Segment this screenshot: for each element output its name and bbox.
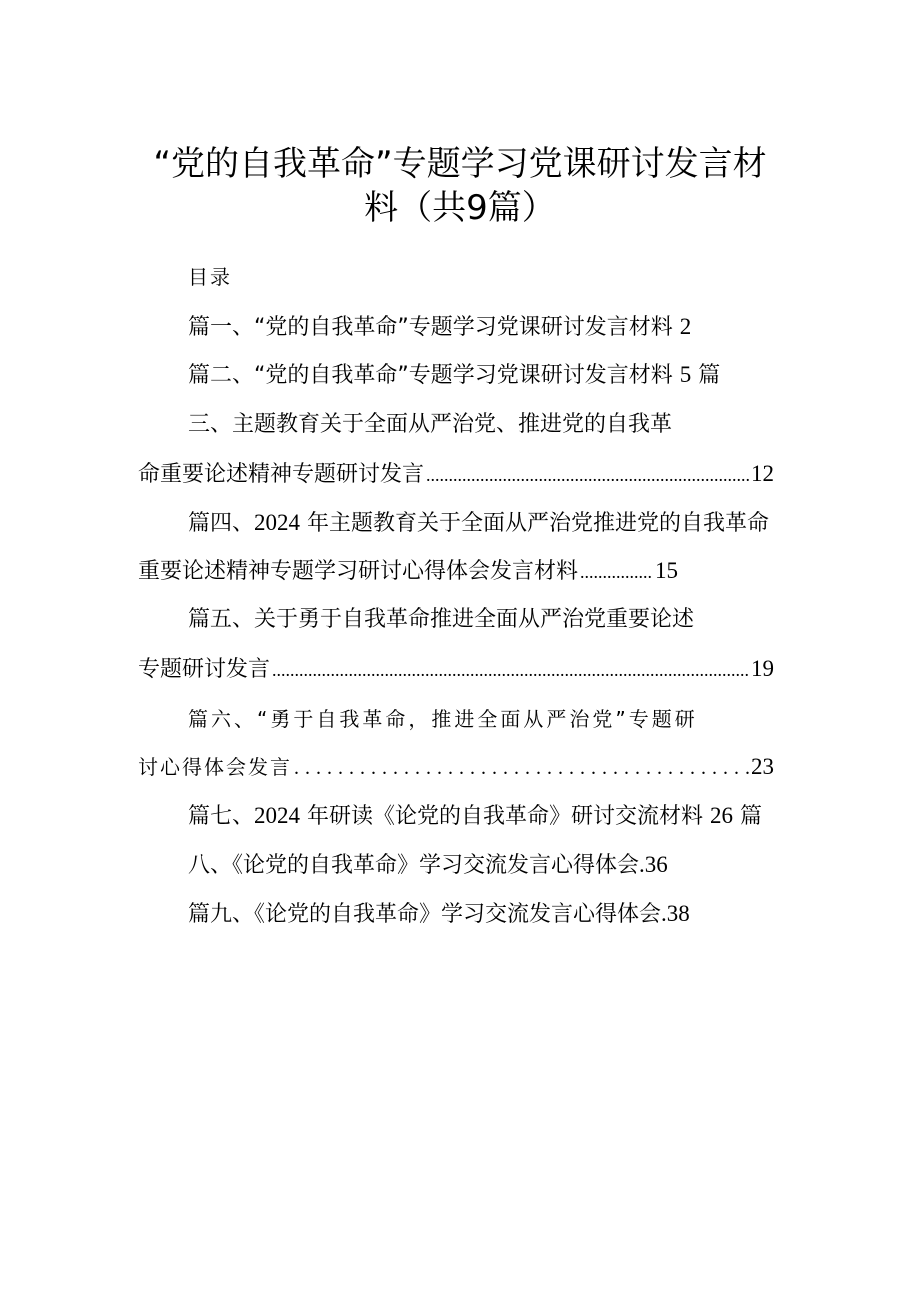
toc-entry-9-text: 篇九、《论党的自我革命》学习交流发言心得体会	[188, 902, 662, 927]
toc-entry-7-suffix: 篇	[740, 804, 763, 829]
toc-entry-2-suffix: 篇	[698, 363, 721, 388]
toc-entry-3-page: 12	[751, 461, 774, 486]
toc-entry-4-text-2: 重要论述精神专题学习研讨心得体会发言材料	[138, 559, 579, 584]
toc-entry-1-page: 2	[679, 314, 692, 339]
toc-entry-8-text: 八、《论党的自我革命》学习交流发言心得体会	[188, 853, 640, 878]
toc-entry-2[interactable]	[188, 360, 720, 391]
toc-entry-4-line-2[interactable]	[138, 556, 678, 587]
toc-entry-6-line-1[interactable]	[188, 704, 698, 734]
toc-entry-4-prefix: 篇四、	[188, 511, 255, 536]
toc-entry-8[interactable]	[188, 850, 668, 881]
toc-entry-4-year: 2024	[254, 510, 301, 535]
toc-entry-9-page: .38	[661, 901, 690, 926]
toc-entry-2-page: 5	[679, 362, 692, 387]
toc-entry-8-page: .36	[639, 852, 668, 877]
toc-entry-5-line-2[interactable]	[138, 654, 774, 685]
toc-entry-2-text: 篇二、“党的自我革命”专题学习党课研讨发言材料	[188, 363, 673, 388]
toc-entry-3-text-1: 三、主题教育关于全面从严治党、推进党的自我革	[188, 412, 673, 437]
toc-entry-3-line-1[interactable]	[188, 410, 672, 440]
document-title-line-2: 料（共9篇）	[364, 188, 556, 228]
toc-entry-5-text-2: 专题研讨发言	[138, 657, 271, 682]
toc-entry-7-text: 年研读《论党的自我革命》研讨交流材料	[307, 804, 704, 829]
toc-entry-1-text: 篇一、“党的自我革命”专题学习党课研讨发言材料	[188, 315, 673, 340]
toc-entry-7[interactable]	[188, 801, 762, 832]
toc-entry-4-text-1: 年主题教育关于全面从严治党推进党的自我革命	[307, 511, 770, 536]
document-title-line-1: “党的自我革命”专题学习党课研讨发言材	[153, 144, 767, 184]
toc-entry-3-line-2[interactable]	[138, 459, 774, 490]
toc-entry-6-line-2[interactable]	[138, 752, 774, 783]
toc-entry-6-page: 23	[751, 754, 774, 779]
toc-entry-1[interactable]	[188, 312, 691, 343]
toc-entry-9[interactable]	[188, 899, 690, 930]
toc-entry-4-page: 15	[655, 558, 678, 583]
toc-heading: 目录	[188, 265, 232, 289]
toc-entry-6-leader	[294, 753, 749, 783]
toc-entry-4-leader	[580, 557, 653, 587]
toc-entry-7-year: 2024	[254, 803, 301, 828]
toc-entry-4-line-1[interactable]	[188, 508, 769, 539]
toc-entry-6-text-2: 讨心得体会发言	[138, 755, 292, 779]
toc-entry-7-prefix: 篇七、	[188, 804, 255, 829]
toc-entry-5-leader	[272, 655, 749, 685]
toc-entry-6-text-1: 篇六、“勇于自我革命，推进全面从严治党”专题研	[188, 707, 698, 731]
toc-entry-5-page: 19	[751, 656, 774, 681]
toc-entry-3-text-2: 命重要论述精神专题研讨发言	[138, 462, 425, 487]
toc-entry-3-leader	[426, 460, 749, 490]
toc-entry-7-page: 26	[710, 803, 734, 828]
toc-entry-5-text-1: 篇五、关于勇于自我革命推进全面从严治党重要论述	[188, 607, 695, 632]
toc-entry-5-line-1[interactable]	[188, 605, 694, 635]
